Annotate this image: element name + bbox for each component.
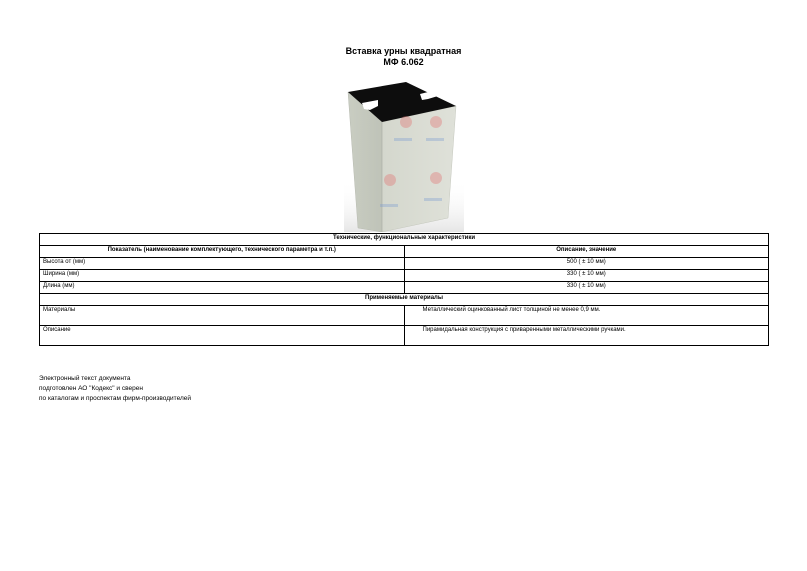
title-line-1: Вставка урны квадратная xyxy=(345,46,462,56)
footer-line-2: подготовлен АО "Кодекс" и сверен xyxy=(39,385,143,392)
row-value-height: 500 ( ± 10 мм) xyxy=(404,258,769,270)
footer-line-3: по каталогам и проспектам фирм-производителей xyxy=(39,395,192,402)
section-header-row xyxy=(40,294,769,306)
column-header-parameter: Показатель (наименование комплектующего, технического параметра и т.п.) xyxy=(40,246,405,258)
product-image xyxy=(344,80,464,232)
row-value-description: Пирамидальная конструкция с приваренными металлическими ручками. xyxy=(404,326,769,346)
footer-note xyxy=(39,374,191,404)
footer-line-1: Электронный текст документа xyxy=(39,375,131,382)
column-header-row xyxy=(40,246,769,258)
column-header-value: Описание, значение xyxy=(404,246,769,258)
section-header-row xyxy=(40,234,769,246)
row-value-width: 330 ( ± 10 мм) xyxy=(404,270,769,282)
spec-table xyxy=(39,233,769,346)
row-label-width: Ширина (мм) xyxy=(40,270,405,282)
table-row xyxy=(40,282,769,294)
page-title xyxy=(0,46,807,68)
row-label-materials: Материалы xyxy=(40,306,405,326)
section-title-characteristics: Технические, функциональные характеристики xyxy=(40,234,769,246)
table-row xyxy=(40,326,769,346)
row-label-height: Высота от (мм) xyxy=(40,258,405,270)
title-line-2: МФ 6.062 xyxy=(383,57,424,67)
row-label-length: Длина (мм) xyxy=(40,282,405,294)
table-row xyxy=(40,306,769,326)
row-value-materials: Металлический оцинкованный лист толщиной не менее 0,9 мм. xyxy=(404,306,769,326)
table-row xyxy=(40,270,769,282)
row-value-length: 330 ( ± 10 мм) xyxy=(404,282,769,294)
table-row xyxy=(40,258,769,270)
urn-insert-illustration xyxy=(344,80,464,232)
row-label-description: Описание xyxy=(40,326,405,346)
section-title-materials: Применяемые материалы xyxy=(40,294,769,306)
